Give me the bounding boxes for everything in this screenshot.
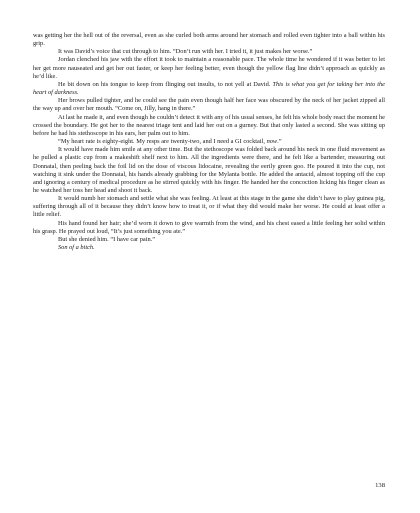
paragraph	[33, 97, 385, 113]
paragraph	[33, 138, 385, 146]
paragraph	[33, 81, 385, 97]
paragraph	[33, 56, 385, 80]
text-run: His hand found her hair; she’d worn it down to give warmth from the wind, and his chest eased a little feeling her solid within his grasp. He prayed out loud, “It’s just something you ate.”	[33, 219, 385, 235]
text-run: At last he made it, and even though he couldn’t detect it with any of his usual senses, he felt his whole body react the moment he crossed the boundary. He got her to the nearest triage tent and laid her out on a gurney. But that only lasted a second. She was sitting up before he had his stethoscope in his ears, her palm out to him.	[33, 113, 385, 137]
text-run: was getting her the hell out of the reversal, even as she curled both arms around her stomach and rolled even tighter into a ball within his grip.	[33, 32, 385, 48]
body-text	[33, 32, 385, 252]
text-run: It was David’s voice that cut through to him. “Don’t run with her. I tried it, it just makes her worse.”	[58, 48, 313, 56]
paragraph	[33, 244, 385, 252]
text-run: It would numb her stomach and settle what she was feeling. At least at this stage in the game she didn’t have to play guinea pig, suffering through all of it because they didn’t know how to treat it, or if what they did would make her worse. He could at least offer a little relief.	[33, 195, 385, 219]
text-run: It would have made him smile at any other time. But the stethoscope was folded back around his neck in one fluid movement as he pulled a plastic cup from a makeshift shelf next to him. All the ingredients were there, and he felt like a bartender, measuring out Donnatal, then peeling back the foil lid on the dose of viscous lidocaine, revealing the eerily green goo. He poured it into the cup, not watching it sink under the Donnatal, his hands already grabbing for the Mylanta bottle. He added the antacid, almost topping off the cup and ignoring a century of medical procedure as he stirred quickly with his finger. He handed her the concoction licking his finger clean as he watched her toss her head and shoot it back.	[33, 146, 385, 194]
italic-text: This is what you get for taking her into the heart of darkness.	[33, 80, 385, 97]
paragraph	[33, 195, 385, 219]
text-run: Her brows pulled tighter, and he could see the pain even though half her face was obscured by the neck of her jacket zipped all the way up and over her mouth. “Come on, Jilly, hang in there.”	[33, 97, 385, 113]
text-run: Jordan clenched his jaw with the effort it took to maintain a reasonable pace. The whole time he wondered if it was better to let her get more nauseated and get her out faster, or keep her feeling better, even though the yellow flag line didn’t approach as quickly as he’d like.	[33, 56, 385, 80]
paragraph	[33, 114, 385, 138]
paragraph	[33, 146, 385, 195]
text-run: “My heart rate is eighty-eight. My resps are twenty-two, and I need a GI cocktail,	[58, 138, 267, 146]
paragraph	[33, 48, 385, 56]
text-run: He bit down on his tongue to keep from flinging out insults, to not yell at David.	[58, 80, 273, 88]
paragraph	[33, 236, 385, 244]
page-number: 138	[375, 482, 385, 489]
italic-text: now	[266, 138, 278, 146]
paragraph	[33, 32, 385, 48]
text-run: But she denied him. “I have car pain.”	[58, 235, 156, 243]
text-run: .”	[277, 138, 282, 146]
italic-text: Son of a bitch.	[58, 244, 95, 252]
paragraph	[33, 220, 385, 236]
